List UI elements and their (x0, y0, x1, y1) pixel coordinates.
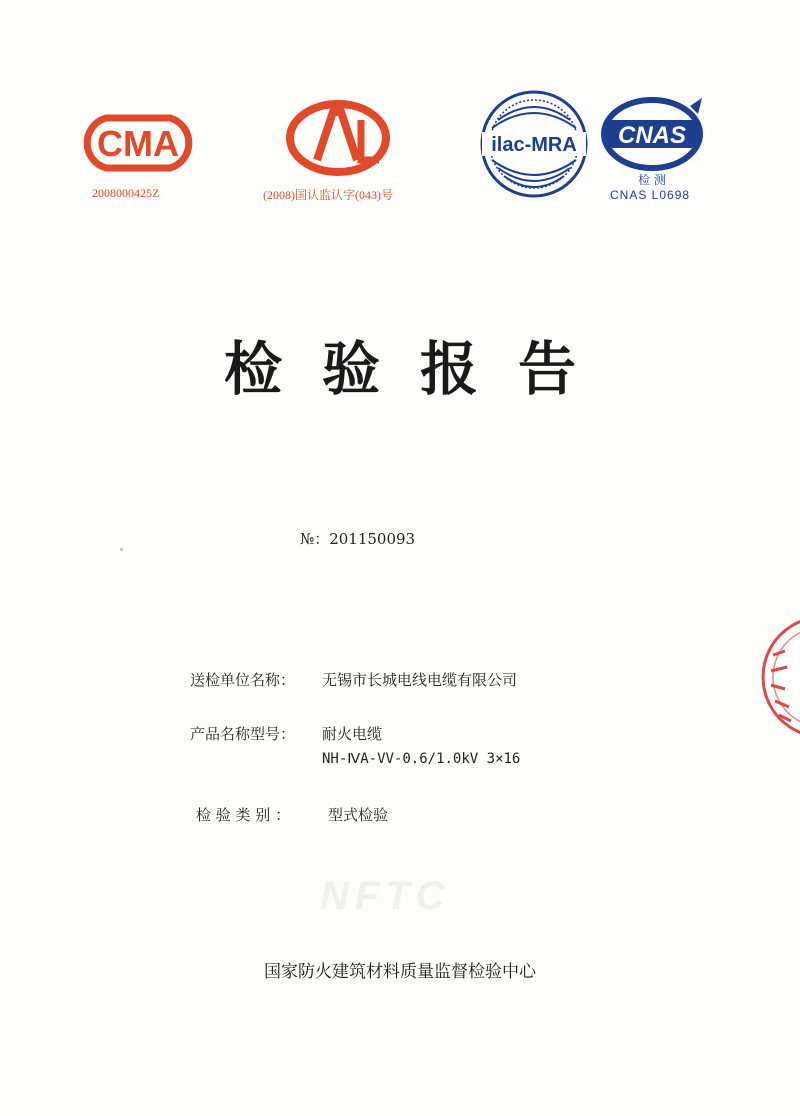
page-title: 检验报告 (223, 335, 616, 403)
cnas-logo (598, 92, 710, 188)
client-label: 送检单位名称： (190, 671, 296, 689)
cma-logo-lettering: CMA (97, 123, 179, 164)
report-number (300, 528, 415, 549)
ilac-logo-lettering: ilac-MRA (491, 134, 577, 156)
cnas-sub-label: 检 测 (638, 173, 666, 187)
ilac-mra-logo (478, 88, 590, 200)
inspection-type-label: 检 验 类 别 ： (196, 806, 291, 824)
cnas-number: CNAS L0698 (610, 188, 691, 202)
cma-logo (76, 112, 200, 174)
product-model: NH-ⅣA-VV-0.6/1.0kV 3×16 (322, 751, 521, 767)
cnas-logo-lettering: CNAS (617, 122, 687, 149)
inspection-type-value: 型式检验 (328, 806, 389, 824)
product-label: 产品名称型号： (190, 725, 296, 743)
product-name: 耐火电缆 (322, 725, 383, 743)
report-number-label: №： (300, 530, 330, 548)
nftc-watermark: NFTC (320, 874, 451, 918)
official-seal-stamp (755, 615, 800, 745)
cma-number: 2008000425Z (92, 186, 160, 200)
cal-logo (283, 98, 393, 178)
cal-number: (2008)国认监认字(043)号 (263, 188, 393, 202)
client-value: 无锡市长城电线电缆有限公司 (322, 671, 518, 689)
issuing-organization: 国家防火建筑材料质量监督检验中心 (264, 962, 536, 982)
speck (120, 548, 123, 551)
report-number-value: 201150093 (329, 530, 416, 548)
cal-logo-lettering: CAL (283, 98, 286, 99)
